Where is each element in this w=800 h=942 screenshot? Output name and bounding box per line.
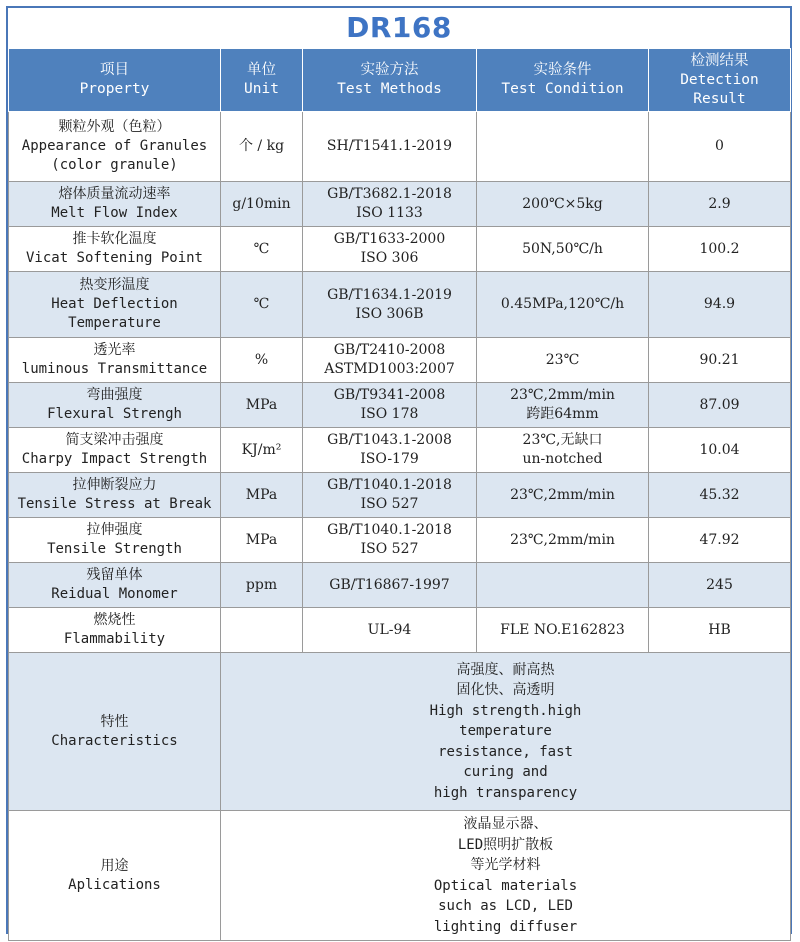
header-property: 项目 Property: [9, 49, 221, 112]
result-cell: 245: [649, 563, 791, 608]
unit-cell: MPa: [221, 383, 303, 428]
property-cell: 燃烧性 Flammability: [9, 608, 221, 653]
unit-cell: ℃: [221, 227, 303, 272]
result-cell: 0: [649, 112, 791, 182]
unit-cell: [221, 608, 303, 653]
table-row: [9, 383, 791, 428]
header-result: 检测结果 Detection Result: [649, 49, 791, 112]
applications-label: 用途 Aplications: [9, 811, 221, 941]
result-cell: HB: [649, 608, 791, 653]
property-cell: 拉伸断裂应力 Tensile Stress at Break: [9, 473, 221, 518]
characteristics-label: 特性 Characteristics: [9, 653, 221, 811]
header-row: [9, 49, 791, 112]
condition-cell: 50N,50℃/h: [477, 227, 649, 272]
table-row: [9, 227, 791, 272]
condition-cell: 200℃×5kg: [477, 182, 649, 227]
property-cell: 热变形温度 Heat Deflection Temperature: [9, 272, 221, 338]
method-cell: GB/T1633-2000 ISO 306: [303, 227, 477, 272]
unit-cell: MPa: [221, 518, 303, 563]
table-row: [9, 272, 791, 338]
applications-value: 液晶显示器、 LED照明扩散板 等光学材料 Optical materials such as LCD, LED lighting diffuser: [221, 811, 791, 941]
property-cell: 熔体质量流动速率 Melt Flow Index: [9, 182, 221, 227]
unit-cell: ℃: [221, 272, 303, 338]
condition-cell: [477, 112, 649, 182]
applications-row: [9, 811, 791, 941]
property-cell: 颗粒外观（色粒） Appearance of Granules (color granule): [9, 112, 221, 182]
method-cell: GB/T3682.1-2018 ISO 1133: [303, 182, 477, 227]
unit-cell: 个 / kg: [221, 112, 303, 182]
property-cell: 简支梁冲击强度 Charpy Impact Strength: [9, 428, 221, 473]
property-cell: 残留单体 Reidual Monomer: [9, 563, 221, 608]
condition-cell: FLE NO.E162823: [477, 608, 649, 653]
property-cell: 拉伸强度 Tensile Strength: [9, 518, 221, 563]
method-cell: GB/T1634.1-2019 ISO 306B: [303, 272, 477, 338]
header-condition: 实验条件 Test Condition: [477, 49, 649, 112]
method-cell: SH/T1541.1-2019: [303, 112, 477, 182]
characteristics-value: 高强度、耐高热 固化快、高透明 High strength.high temperature resistance, fast curing and high transparency: [221, 653, 791, 811]
condition-cell: 23℃,2mm/min 跨距64mm: [477, 383, 649, 428]
condition-cell: 23℃,2mm/min: [477, 473, 649, 518]
table-row: [9, 338, 791, 383]
condition-cell: 23℃,2mm/min: [477, 518, 649, 563]
result-cell: 2.9: [649, 182, 791, 227]
table-row: [9, 473, 791, 518]
result-cell: 10.04: [649, 428, 791, 473]
method-cell: GB/T2410-2008 ASTMD1003:2007: [303, 338, 477, 383]
condition-cell: 0.45MPa,120℃/h: [477, 272, 649, 338]
method-cell: GB/T1040.1-2018 ISO 527: [303, 473, 477, 518]
condition-cell: [477, 563, 649, 608]
unit-cell: %: [221, 338, 303, 383]
result-cell: 100.2: [649, 227, 791, 272]
unit-cell: MPa: [221, 473, 303, 518]
table-row: [9, 608, 791, 653]
method-cell: UL-94: [303, 608, 477, 653]
unit-cell: ppm: [221, 563, 303, 608]
result-cell: 47.92: [649, 518, 791, 563]
product-title: DR168: [8, 8, 790, 46]
condition-cell: 23℃: [477, 338, 649, 383]
characteristics-row: [9, 653, 791, 811]
unit-cell: KJ/m²: [221, 428, 303, 473]
header-unit: 单位 Unit: [221, 49, 303, 112]
table-row: [9, 428, 791, 473]
method-cell: GB/T1043.1-2008 ISO-179: [303, 428, 477, 473]
method-cell: GB/T1040.1-2018 ISO 527: [303, 518, 477, 563]
result-cell: 87.09: [649, 383, 791, 428]
table-row: [9, 112, 791, 182]
result-cell: 45.32: [649, 473, 791, 518]
result-cell: 90.21: [649, 338, 791, 383]
table-row: [9, 563, 791, 608]
table-row: [9, 182, 791, 227]
result-cell: 94.9: [649, 272, 791, 338]
property-cell: 透光率 luminous Transmittance: [9, 338, 221, 383]
datasheet: [6, 6, 792, 934]
condition-cell: 23℃,无缺口 un-notched: [477, 428, 649, 473]
property-cell: 推卡软化温度 Vicat Softening Point: [9, 227, 221, 272]
method-cell: GB/T9341-2008 ISO 178: [303, 383, 477, 428]
unit-cell: g/10min: [221, 182, 303, 227]
property-table: [8, 48, 791, 941]
table-row: [9, 518, 791, 563]
header-method: 实验方法 Test Methods: [303, 49, 477, 112]
method-cell: GB/T16867-1997: [303, 563, 477, 608]
property-cell: 弯曲强度 Flexural Strengh: [9, 383, 221, 428]
